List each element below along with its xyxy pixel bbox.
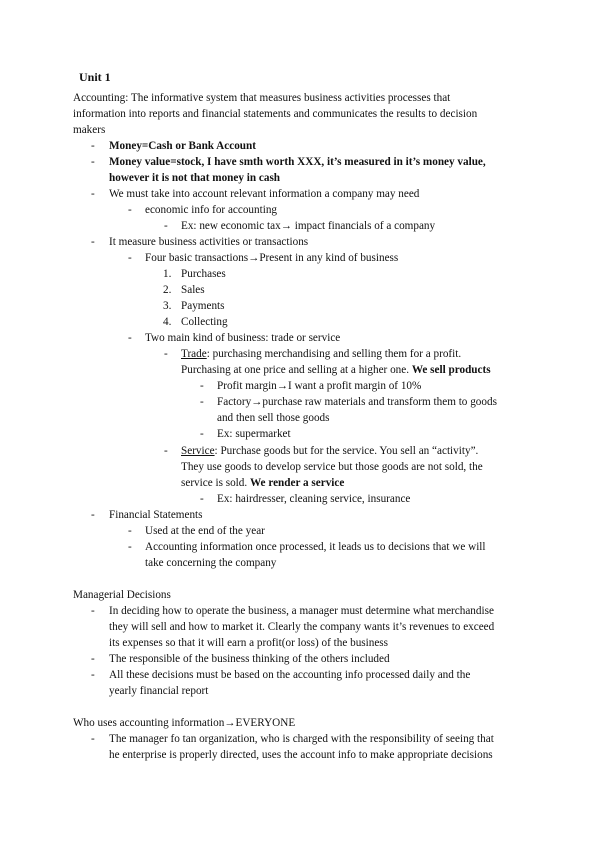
list-number: 1. bbox=[163, 268, 172, 280]
managerial-p1-line-3: its expenses so that it will earn a profit(or loss) of the business bbox=[109, 637, 389, 649]
bullet-dash: - bbox=[91, 156, 95, 168]
bullet-end-of-year: Used at the end of the year bbox=[145, 525, 265, 537]
managerial-p3-line-1: All these decisions must be based on the accounting info processed daily and the bbox=[109, 669, 471, 681]
bullet-dash: - bbox=[164, 220, 168, 232]
service-line-3: service is sold. bbox=[181, 477, 248, 489]
bullet-dash: - bbox=[164, 445, 168, 457]
bullet-money-value-cont: however it is not that money in cash bbox=[109, 172, 281, 184]
bullet-dash: - bbox=[164, 348, 168, 360]
list-number: 3. bbox=[163, 300, 172, 312]
trade-line-2: Purchasing at one price and selling at a higher one. bbox=[181, 364, 410, 376]
bullet-trade bbox=[181, 346, 461, 362]
bullet-economic-example: Ex: new economic tax→ impact financials of a company bbox=[181, 220, 436, 232]
bullet-relevant-info: We must take into account relevant information a company may need bbox=[109, 188, 420, 200]
users-p1-line-1: The manager fo tan organization, who is charged with the responsibility of seeing that bbox=[109, 733, 494, 745]
bullet-trade-cont bbox=[181, 362, 491, 378]
service-label: Service bbox=[181, 445, 215, 457]
service-bold: We render a service bbox=[249, 477, 345, 489]
bullet-dash: - bbox=[128, 252, 132, 264]
bullet-service-line-3 bbox=[181, 475, 344, 491]
bullet-two-kinds: Two main kind of business: trade or service bbox=[145, 332, 341, 344]
bullet-dash: - bbox=[91, 188, 95, 200]
bullet-dash: - bbox=[128, 541, 132, 553]
bullet-accounting-info: Accounting information once processed, it leads us to decisions that we will bbox=[145, 541, 486, 553]
section-heading-users: Who uses accounting information→EVERYONE bbox=[73, 717, 296, 729]
list-number: 2. bbox=[163, 284, 172, 296]
bullet-dash: - bbox=[91, 605, 95, 617]
managerial-p2: The responsible of the business thinking of the others included bbox=[109, 653, 390, 665]
bullet-profit-margin: Profit margin→I want a profit margin of 10% bbox=[217, 380, 422, 392]
section-heading-managerial: Managerial Decisions bbox=[73, 589, 171, 601]
intro-line-2: information into reports and financial statements and communicates the results to decision bbox=[73, 108, 478, 120]
bullet-supermarket: Ex: supermarket bbox=[217, 428, 291, 440]
bullet-dash: - bbox=[91, 509, 95, 521]
trade-label: Trade bbox=[181, 348, 207, 360]
bullet-money-cash: Money=Cash or Bank Account bbox=[109, 140, 256, 152]
list-number: 4. bbox=[163, 316, 172, 328]
bullet-service-line-2: They use goods to develop service but those goods are not sold, the bbox=[181, 461, 483, 473]
bullet-accounting-info-cont: take concerning the company bbox=[145, 557, 277, 569]
managerial-p1-line-1: In deciding how to operate the business, a manager must determine what merchandise bbox=[109, 605, 494, 617]
bullet-dash: - bbox=[91, 236, 95, 248]
list-item: Purchases bbox=[181, 268, 226, 280]
bullet-dash: - bbox=[91, 669, 95, 681]
bullet-service-example: Ex: hairdresser, cleaning service, insurance bbox=[217, 493, 411, 505]
list-item: Sales bbox=[181, 284, 205, 296]
bullet-service bbox=[181, 443, 478, 459]
bullet-measure: It measure business activities or transactions bbox=[109, 236, 309, 248]
intro-line-3: makers bbox=[73, 124, 106, 136]
bullet-dash: - bbox=[91, 733, 95, 745]
bullet-dash: - bbox=[91, 653, 95, 665]
trade-bold: We sell products bbox=[411, 364, 491, 376]
users-p1-line-2: he enterprise is properly directed, uses the account info to make appropriate decisions bbox=[109, 749, 493, 761]
bullet-dash: - bbox=[91, 140, 95, 152]
bullet-four-transactions: Four basic transactions→Present in any kind of business bbox=[145, 252, 399, 264]
bullet-money-value: Money value=stock, I have smth worth XXX, it’s measured in it’s money value, bbox=[109, 156, 486, 168]
bullet-factory: Factory→purchase raw materials and transform them to goods bbox=[217, 396, 497, 408]
intro-line-1: Accounting: The informative system that measures business activities processes that bbox=[73, 92, 451, 104]
service-text: : Purchase goods but for the service. You sell an “activity”. bbox=[214, 445, 479, 457]
bullet-dash: - bbox=[200, 380, 204, 392]
bullet-dash: - bbox=[200, 396, 204, 408]
managerial-p1-line-2: they will sell and how to market it. Clearly the company wants it’s revenues to exceed bbox=[109, 621, 495, 633]
bullet-dash: - bbox=[200, 428, 204, 440]
bullet-factory-cont: and then sell those goods bbox=[217, 412, 330, 424]
bullet-dash: - bbox=[128, 525, 132, 537]
bullet-economic-info: economic info for accounting bbox=[145, 204, 278, 216]
list-item: Payments bbox=[181, 300, 225, 312]
bullet-dash: - bbox=[200, 493, 204, 505]
unit-title: Unit 1 bbox=[79, 70, 111, 84]
bullet-dash: - bbox=[128, 204, 132, 216]
bullet-financial-statements: Financial Statements bbox=[109, 509, 203, 521]
trade-text: : purchasing merchandising and selling them for a profit. bbox=[206, 348, 462, 360]
bullet-dash: - bbox=[128, 332, 132, 344]
list-item: Collecting bbox=[181, 316, 228, 328]
managerial-p3-line-2: yearly financial report bbox=[109, 685, 209, 697]
